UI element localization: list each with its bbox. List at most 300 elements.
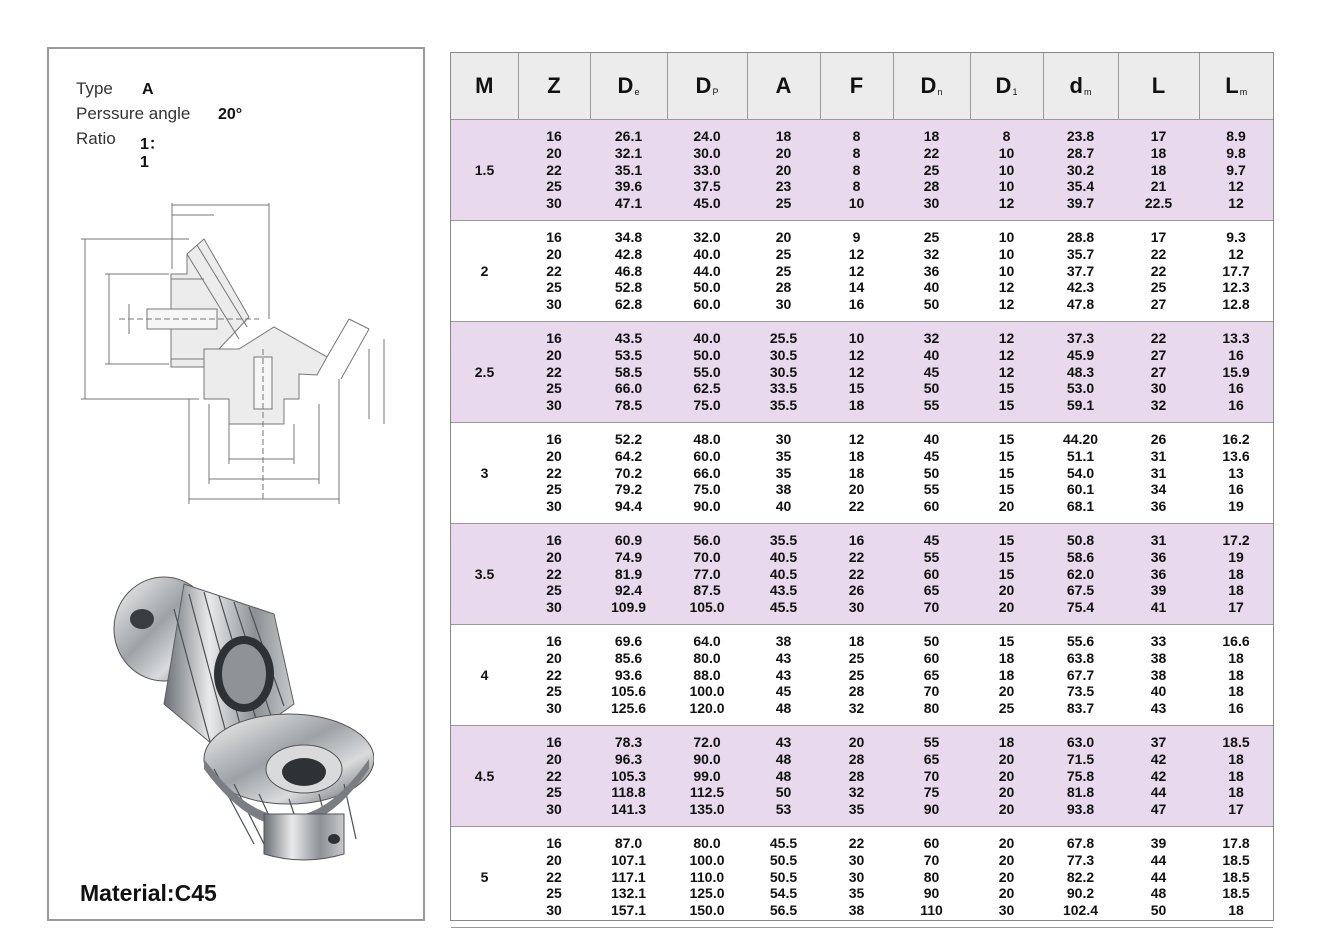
cell-value: 20: [998, 498, 1015, 515]
cell-value: 15: [998, 380, 1015, 397]
cell-value: 65: [923, 582, 940, 599]
cell-value: 100.0: [689, 851, 725, 868]
cell-value: 32.0: [693, 229, 721, 245]
cell-value: 12: [1228, 178, 1244, 195]
table-row: [451, 423, 1273, 524]
cell-value: 16: [1228, 397, 1244, 414]
cell-value: 20: [546, 649, 562, 666]
cell-value: 28.8: [1066, 229, 1095, 245]
cell-value: 13: [1228, 464, 1244, 481]
cell-value: 62.8: [614, 296, 643, 313]
cell-value: 35.1: [614, 161, 643, 178]
cell-value: 17: [1150, 128, 1167, 144]
column-header-subscript: P: [712, 87, 719, 97]
cell-value: 35: [775, 447, 792, 464]
column-header-label: L: [1151, 73, 1166, 98]
cell-value: 102.4: [1062, 902, 1099, 919]
cell-value: 18: [1150, 161, 1167, 178]
cell-value: 25: [1150, 279, 1167, 296]
cell-value: 20: [546, 447, 562, 464]
column-header: [893, 53, 970, 120]
cell-value: 16: [546, 633, 562, 649]
cell-value: 90: [923, 885, 940, 902]
cell-value: 25: [546, 178, 562, 195]
cell-value: 30: [1150, 380, 1167, 397]
cell-value: 34.8: [614, 229, 643, 245]
cell-value: 75: [923, 784, 940, 801]
cell-value: 39: [1150, 582, 1167, 599]
cell-value: 38: [1150, 666, 1167, 683]
cell-value: 22: [1150, 330, 1167, 346]
cell-value: 16: [848, 296, 865, 313]
cell-value: 32: [848, 784, 865, 801]
table-row: [451, 221, 1273, 322]
cell-value: 22: [1150, 245, 1167, 262]
cell-value: 15.9: [1222, 363, 1250, 380]
cell-value: 20: [998, 582, 1015, 599]
table-cell: [590, 423, 667, 524]
cell-value: 46.8: [614, 262, 643, 279]
cell-value: 32: [1150, 397, 1167, 414]
column-header-label: F: [849, 73, 864, 98]
cell-value: 20: [546, 144, 562, 161]
cell-value: 66.0: [693, 464, 721, 481]
cell-value: 34: [1150, 481, 1167, 498]
cell-value: 18.5: [1222, 734, 1250, 750]
table-cell: [1199, 625, 1273, 726]
cell-value: 90.0: [693, 498, 721, 515]
cell-value: 30: [848, 868, 865, 885]
cell-value: 20: [998, 784, 1015, 801]
table-cell: [667, 524, 747, 625]
table-cell: [518, 322, 590, 423]
cell-value: 67.5: [1066, 582, 1095, 599]
cell-value: 55: [923, 734, 940, 750]
table-cell: [1118, 120, 1199, 221]
cell-value: 15: [998, 397, 1015, 414]
cell-value: 27: [1150, 363, 1167, 380]
cell-value: 26: [848, 582, 865, 599]
cell-value: 70.2: [614, 464, 643, 481]
cell-value: 78.3: [614, 734, 643, 750]
cell-value: 37.3: [1066, 330, 1095, 346]
gear-spec-table: [450, 52, 1274, 921]
table-cell: [518, 726, 590, 827]
cell-value: 105.6: [610, 683, 647, 700]
table-cell: [893, 322, 970, 423]
cell-value: 20: [848, 734, 865, 750]
cell-value: 20: [998, 750, 1015, 767]
cell-value: 90: [923, 801, 940, 818]
cell-value: 17.7: [1222, 262, 1250, 279]
cell-value: 132.1: [610, 885, 647, 902]
cell-value: 36: [1150, 498, 1167, 515]
cell-value: 8: [852, 144, 861, 161]
cell-value: 62.0: [1066, 565, 1095, 582]
table-cell: [1043, 423, 1118, 524]
cell-value: 16: [1228, 380, 1244, 397]
cell-value: 105.0: [689, 599, 725, 616]
cell-value: 17: [1228, 801, 1244, 818]
cell-value: 83.7: [1066, 700, 1095, 717]
cell-value: 55: [923, 481, 940, 498]
cell-value: 60: [923, 649, 940, 666]
cell-value: 37.5: [693, 178, 721, 195]
ratio-label: Ratio: [76, 129, 116, 148]
cell-value: 35: [775, 464, 792, 481]
table-cell: [1199, 524, 1273, 625]
cell-value: 55: [923, 397, 940, 414]
cell-value: 25: [546, 885, 562, 902]
cell-value: 16: [546, 330, 562, 346]
cell-value: 15: [998, 431, 1015, 447]
cell-value: 48: [775, 767, 792, 784]
cell-value: 44: [1150, 868, 1167, 885]
table-cell: [590, 322, 667, 423]
table-cell: [747, 827, 820, 928]
cell-value: 44.20: [1062, 431, 1099, 447]
column-header-subscript: m: [1239, 87, 1248, 97]
angle-value: 20°: [218, 106, 243, 123]
cell-value: 25: [546, 279, 562, 296]
cell-value: 50: [1150, 902, 1167, 919]
module-cell: 1.5: [451, 120, 518, 221]
cell-value: 80: [923, 700, 940, 717]
cell-value: 45: [775, 683, 792, 700]
cell-value: 58.5: [614, 363, 643, 380]
cell-value: 33.0: [693, 161, 721, 178]
table-cell: [590, 120, 667, 221]
cell-value: 105.3: [610, 767, 647, 784]
cell-value: 40: [923, 431, 940, 447]
cell-value: 22: [546, 565, 562, 582]
cell-value: 30: [546, 599, 562, 616]
table-cell: [820, 423, 893, 524]
cell-value: 51.1: [1066, 447, 1095, 464]
column-header: [1043, 53, 1118, 120]
cell-value: 15: [998, 548, 1015, 565]
cell-value: 45.5: [769, 835, 798, 851]
cell-value: 18: [1228, 784, 1244, 801]
table-cell: [590, 827, 667, 928]
cell-value: 70: [923, 599, 940, 616]
table-cell: [970, 625, 1043, 726]
cell-value: 85.6: [614, 649, 643, 666]
cell-value: 8.9: [1226, 128, 1246, 144]
column-header-label: L: [1225, 73, 1239, 98]
cell-value: 25: [546, 481, 562, 498]
cell-value: 141.3: [610, 801, 647, 818]
table-cell: [518, 221, 590, 322]
table-cell: [1199, 423, 1273, 524]
cell-value: 50.8: [1066, 532, 1095, 548]
cell-value: 16: [546, 128, 562, 144]
cell-value: 25: [546, 784, 562, 801]
column-header: [970, 53, 1043, 120]
cell-value: 110: [920, 902, 943, 919]
cell-value: 45.9: [1066, 346, 1095, 363]
table-cell: [1043, 120, 1118, 221]
cell-value: 32: [923, 245, 940, 262]
cell-value: 58.6: [1066, 548, 1095, 565]
cell-value: 75.8: [1066, 767, 1095, 784]
cell-value: 22: [848, 548, 865, 565]
table-row: [451, 322, 1273, 423]
cell-value: 75.0: [693, 481, 721, 498]
cell-value: 20: [998, 885, 1015, 902]
cell-value: 53.5: [614, 346, 643, 363]
table-cell: [970, 827, 1043, 928]
cell-value: 50: [923, 633, 940, 649]
cell-value: 12: [998, 195, 1015, 212]
table-cell: [590, 221, 667, 322]
cell-value: 40.0: [693, 245, 721, 262]
cell-value: 93.8: [1066, 801, 1095, 818]
cell-value: 22: [1150, 262, 1167, 279]
cell-value: 18: [998, 649, 1015, 666]
table-cell: [747, 726, 820, 827]
table-cell: [1043, 221, 1118, 322]
cell-value: 60: [923, 565, 940, 582]
cell-value: 16: [546, 532, 562, 548]
table-cell: [820, 221, 893, 322]
cell-value: 30: [546, 700, 562, 717]
cell-value: 39.6: [614, 178, 643, 195]
table-cell: [1043, 726, 1118, 827]
cell-value: 26.1: [614, 128, 643, 144]
module-cell: 3: [451, 423, 518, 524]
table-cell: [518, 423, 590, 524]
cell-value: 28: [923, 178, 940, 195]
column-header: [747, 53, 820, 120]
cell-value: 60: [923, 498, 940, 515]
cell-value: 135.0: [689, 801, 725, 818]
cell-value: 32.1: [614, 144, 643, 161]
table-cell: [747, 322, 820, 423]
table-cell: [667, 625, 747, 726]
cell-value: 16: [546, 431, 562, 447]
cell-value: 25: [923, 161, 940, 178]
table-cell: [518, 524, 590, 625]
cell-value: 80: [923, 868, 940, 885]
cell-value: 50.0: [693, 346, 721, 363]
table-cell: [667, 423, 747, 524]
cell-value: 20: [998, 868, 1015, 885]
cell-value: 35.5: [769, 532, 798, 548]
cell-value: 30.0: [693, 144, 721, 161]
cell-value: 19: [1228, 548, 1244, 565]
cell-value: 22: [546, 767, 562, 784]
cell-value: 20: [546, 346, 562, 363]
cell-value: 30: [546, 498, 562, 515]
cell-value: 20: [546, 750, 562, 767]
cell-value: 12: [848, 346, 865, 363]
cell-value: 78.5: [614, 397, 643, 414]
cell-value: 30: [848, 851, 865, 868]
cell-value: 60.9: [614, 532, 643, 548]
cell-value: 40: [923, 279, 940, 296]
cell-value: 36: [1150, 548, 1167, 565]
cell-value: 60.0: [693, 447, 721, 464]
module-cell: 4: [451, 625, 518, 726]
cell-value: 157.1: [610, 902, 647, 919]
cell-value: 18: [848, 397, 865, 414]
cell-value: 109.9: [610, 599, 647, 616]
cell-value: 22: [848, 565, 865, 582]
cell-value: 65: [923, 666, 940, 683]
cell-value: 60: [923, 835, 940, 851]
cell-value: 64.0: [693, 633, 721, 649]
cell-value: 39.7: [1066, 195, 1095, 212]
cell-value: 28.7: [1066, 144, 1095, 161]
cell-value: 12.8: [1222, 296, 1250, 313]
cell-value: 43: [775, 666, 792, 683]
cell-value: 79.2: [614, 481, 643, 498]
cell-value: 50: [923, 464, 940, 481]
cell-value: 52.8: [614, 279, 643, 296]
cell-value: 33.5: [769, 380, 798, 397]
cell-value: 16: [546, 734, 562, 750]
cell-value: 45: [923, 532, 940, 548]
column-header-label: M: [475, 73, 494, 98]
cell-value: 30: [546, 296, 562, 313]
module-cell: 4.5: [451, 726, 518, 827]
cell-value: 37: [1150, 734, 1167, 750]
cell-value: 63.8: [1066, 649, 1095, 666]
cell-value: 118.8: [611, 784, 646, 801]
cell-value: 12: [848, 245, 865, 262]
cell-value: 27: [1150, 346, 1167, 363]
cell-value: 16: [546, 229, 562, 245]
table-cell: [667, 221, 747, 322]
cell-value: 20: [546, 548, 562, 565]
table-cell: [970, 524, 1043, 625]
cell-value: 42.8: [614, 245, 643, 262]
cell-value: 35: [848, 885, 865, 902]
cell-value: 112.5: [689, 784, 725, 801]
cell-value: 43: [775, 649, 792, 666]
cell-value: 42: [1150, 767, 1167, 784]
ratio-value: 1：1: [140, 136, 165, 171]
cell-value: 20: [775, 144, 792, 161]
table-row: [451, 524, 1273, 625]
column-header-subscript: 1: [1012, 87, 1018, 97]
cell-value: 18: [848, 464, 865, 481]
cell-value: 96.3: [614, 750, 643, 767]
table-cell: [820, 827, 893, 928]
table-cell: [1199, 827, 1273, 928]
table-cell: [667, 726, 747, 827]
cell-value: 25: [775, 195, 792, 212]
cell-value: 12: [998, 346, 1015, 363]
column-header-subscript: n: [937, 87, 943, 97]
cell-value: 9.8: [1226, 144, 1246, 161]
cell-value: 16.6: [1222, 633, 1250, 649]
cell-value: 99.0: [693, 767, 721, 784]
cell-value: 100.0: [689, 683, 725, 700]
table-cell: [970, 221, 1043, 322]
cell-value: 30.5: [769, 346, 798, 363]
cell-value: 43.5: [614, 330, 643, 346]
cell-value: 16: [1228, 481, 1244, 498]
cell-value: 150.0: [689, 902, 725, 919]
cell-value: 30: [546, 902, 562, 919]
cell-value: 54.5: [769, 885, 798, 902]
column-header-label: D: [920, 73, 937, 98]
cell-value: 10: [998, 262, 1015, 279]
cell-value: 43: [775, 734, 792, 750]
table-cell: [1043, 322, 1118, 423]
angle-spec: [76, 104, 243, 124]
cell-value: 37.7: [1066, 262, 1095, 279]
cell-value: 38: [848, 902, 865, 919]
cell-value: 35: [848, 801, 865, 818]
table-cell: [590, 726, 667, 827]
cell-value: 93.6: [614, 666, 643, 683]
cell-value: 28: [848, 683, 865, 700]
cell-value: 9: [852, 229, 861, 245]
cell-value: 18.5: [1222, 885, 1250, 902]
column-header: [1199, 53, 1273, 120]
cell-value: 38: [775, 481, 792, 498]
table-header-row: [451, 53, 1273, 120]
cell-value: 30: [546, 801, 562, 818]
cell-value: 18: [1228, 767, 1244, 784]
bevel-gear-photo: [104, 554, 374, 864]
cell-value: 107.1: [610, 851, 647, 868]
cell-value: 28: [775, 279, 792, 296]
cell-value: 65: [923, 750, 940, 767]
cell-value: 90.0: [693, 750, 721, 767]
table-cell: [893, 827, 970, 928]
cell-value: 18: [775, 128, 792, 144]
table-row: [451, 827, 1273, 928]
cell-value: 45.5: [769, 599, 798, 616]
cell-value: 24.0: [693, 128, 721, 144]
cell-value: 12: [848, 431, 865, 447]
cell-value: 81.8: [1066, 784, 1095, 801]
cell-value: 15: [998, 565, 1015, 582]
table-cell: [820, 322, 893, 423]
type-label: Type: [76, 79, 113, 98]
cell-value: 31: [1150, 447, 1167, 464]
cell-value: 20: [775, 229, 792, 245]
spec-panel: [47, 47, 425, 921]
cell-value: 47.8: [1066, 296, 1095, 313]
cell-value: 50: [923, 296, 940, 313]
table-cell: [1118, 827, 1199, 928]
cell-value: 9.7: [1226, 161, 1246, 178]
cell-value: 25: [775, 262, 792, 279]
cell-value: 10: [848, 195, 865, 212]
cell-value: 40.5: [769, 565, 798, 582]
table-row: [451, 726, 1273, 827]
cell-value: 8: [852, 161, 861, 178]
cell-value: 54.0: [1066, 464, 1095, 481]
table-cell: [1199, 322, 1273, 423]
spec-table: [451, 53, 1273, 928]
cell-value: 120.0: [689, 700, 725, 717]
cell-value: 73.5: [1066, 683, 1095, 700]
cell-value: 30.2: [1066, 161, 1095, 178]
cell-value: 16: [1228, 700, 1244, 717]
cell-value: 30: [775, 296, 792, 313]
cell-value: 28: [848, 767, 865, 784]
table-cell: [667, 827, 747, 928]
cell-value: 18: [1228, 683, 1244, 700]
cell-value: 10: [998, 245, 1015, 262]
cell-value: 25: [848, 666, 865, 683]
